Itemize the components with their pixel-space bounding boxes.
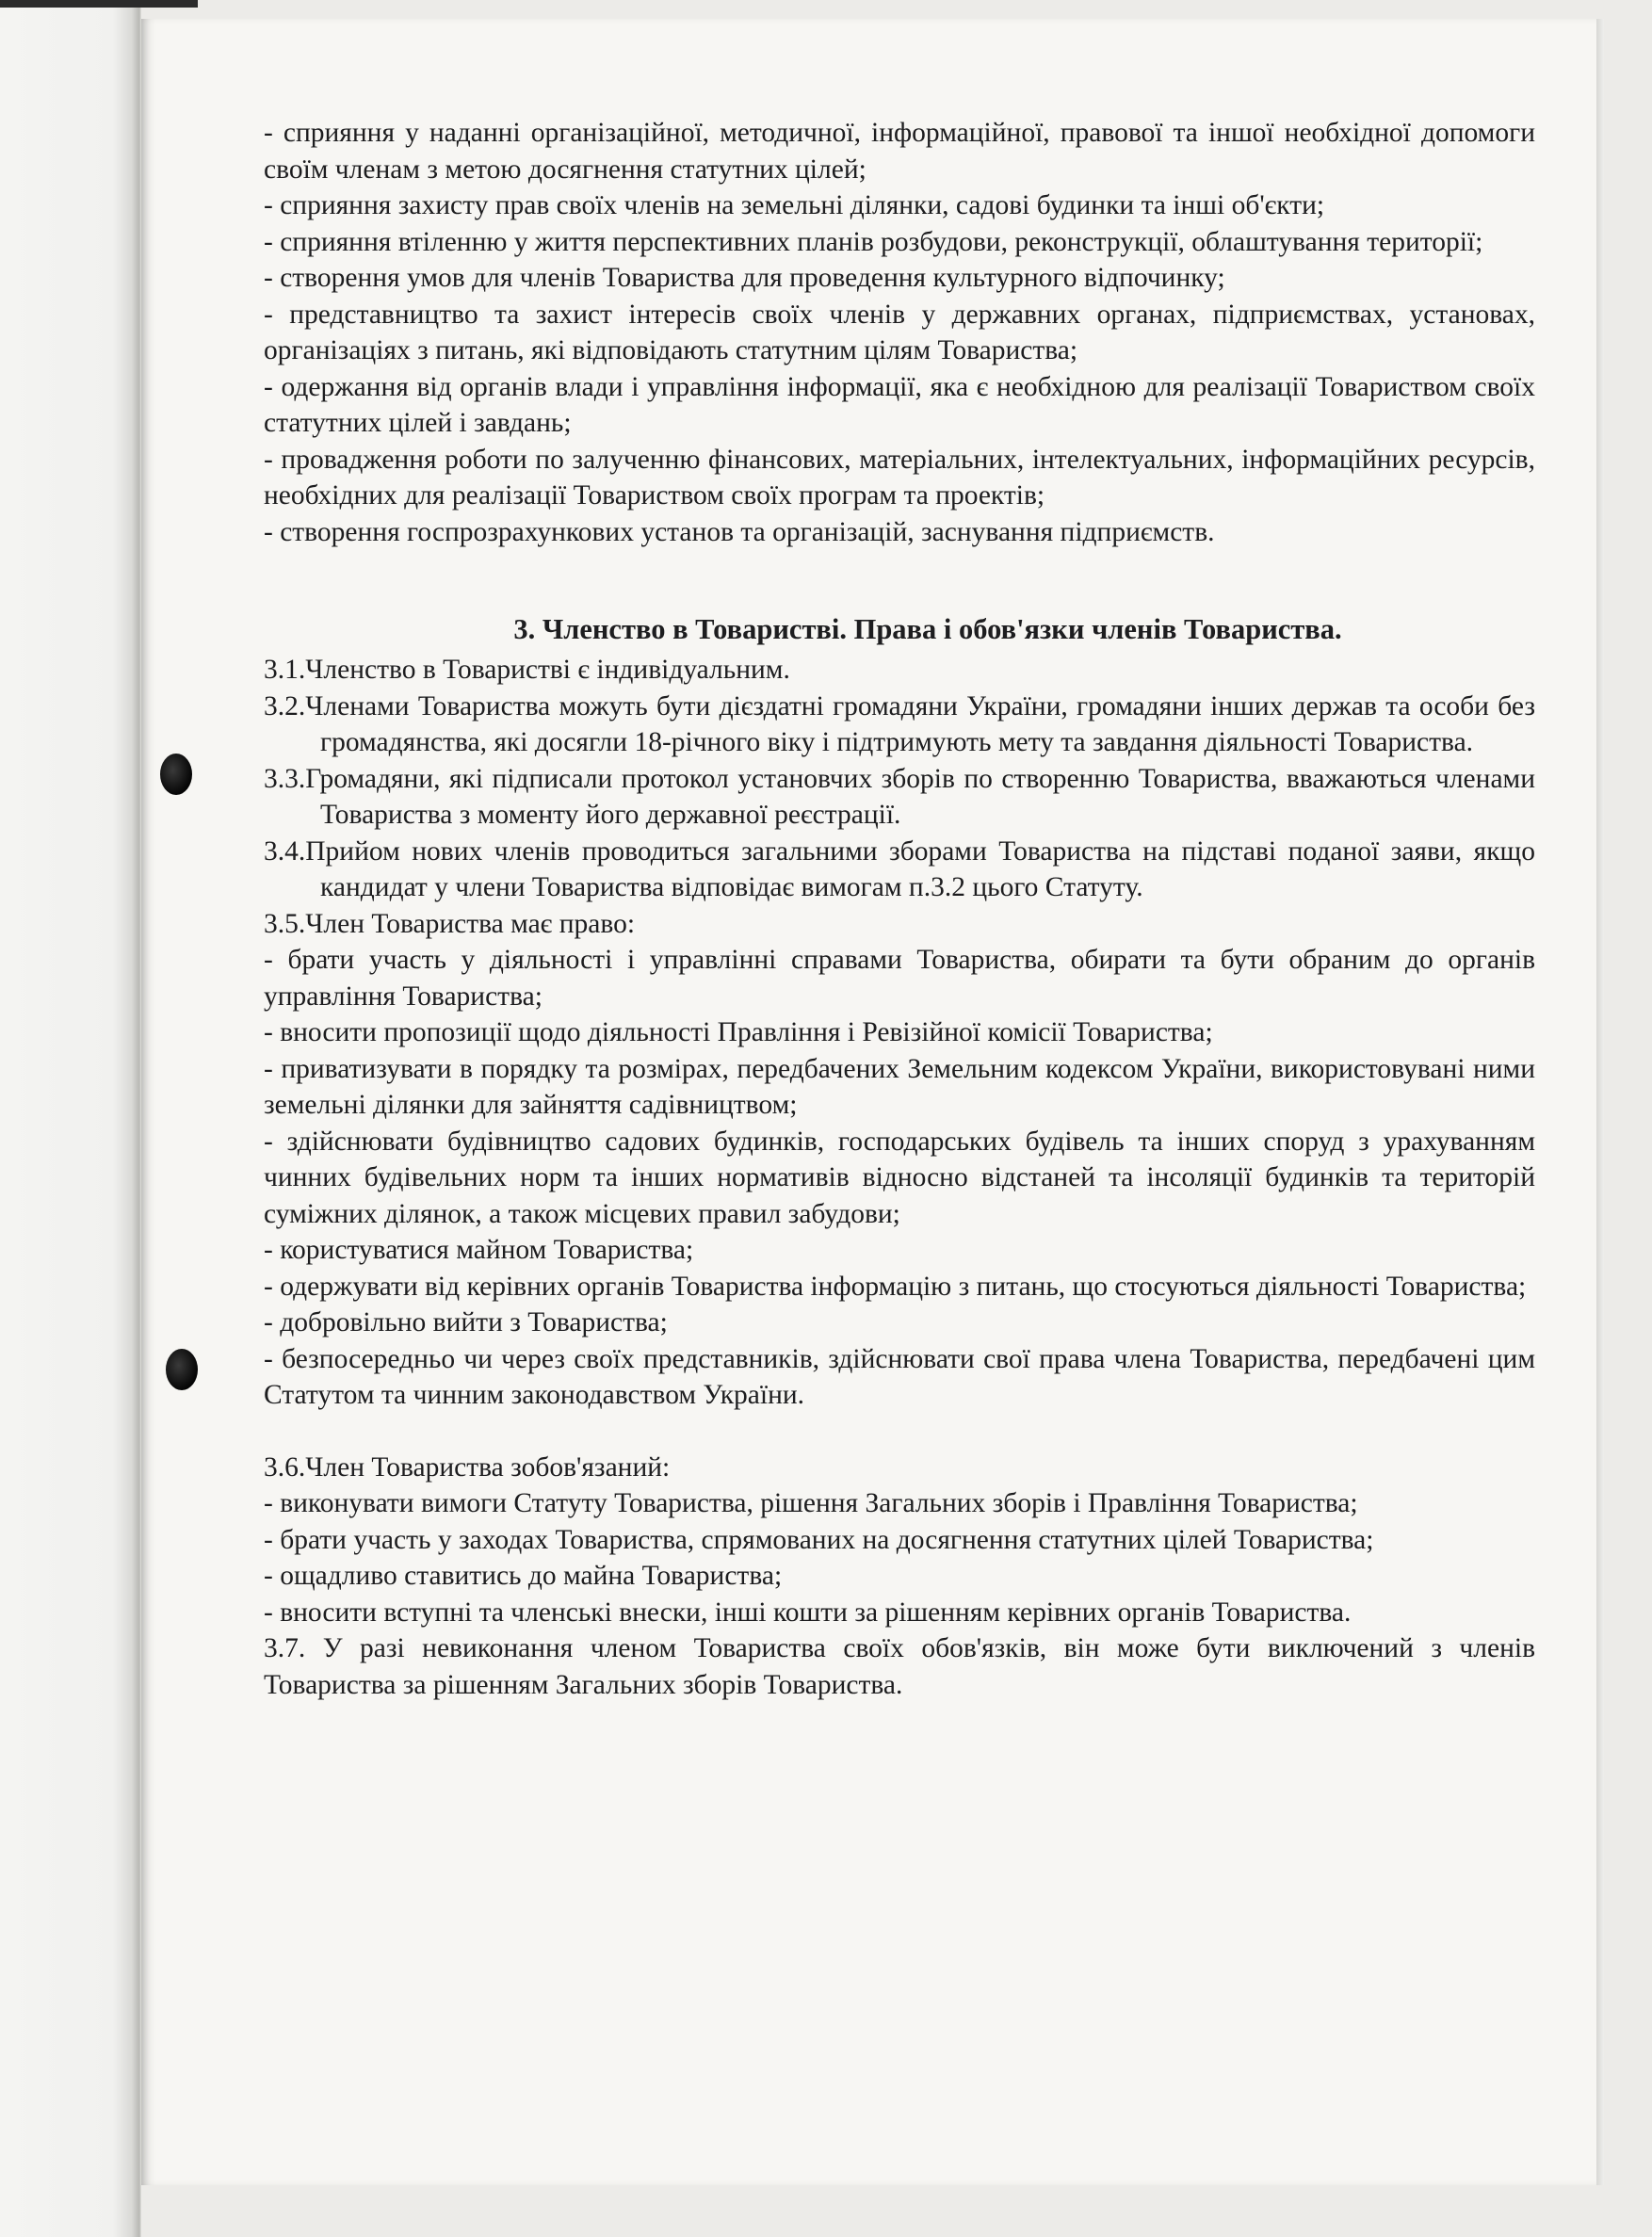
final-clause: 3.7. У разі невиконання членом Товариства своїх обов'язків, він може бути виключений з членів Товариства за рішенням Загальних зборів Товариства. — [264, 1633, 1535, 1700]
scan-left-edge — [0, 0, 141, 2237]
intro-item: - сприяння втіленню у життя перспективних планів розбудови, реконструкції, облаштування території; — [264, 226, 1483, 257]
paragraph-gap — [264, 1414, 1535, 1450]
right-item: - брати участь у діяльності і управлінні справами Товариства, обирати та бути обраним до органів управління Товариства; — [264, 945, 1535, 1012]
clause: 3.3.Громадяни, які підписали протокол установчих зборів по створенню Товариства, вважаються членами Товариства з моменту його державної реєстрації. — [264, 763, 1535, 830]
duty-item: - виконувати вимоги Статуту Товариства, рішення Загальних зборів і Правління Товариства; — [264, 1488, 1358, 1518]
intro-item: - одержання від органів влади і управління інформації, яка є необхідною для реалізації Товариством своїх статутних цілей і завдань; — [264, 371, 1535, 438]
intro-item: - сприяння у наданні організаційної, методичної, інформаційної, правової та іншої необхідної допомоги своїм членам з метою досягнення статутних цілей; — [264, 118, 1535, 185]
duty-item: - ощадливо ставитись до майна Товариства; — [264, 1561, 783, 1591]
duty-item: - брати участь у заходах Товариства, спрямованих на досягнення статутних цілей Товариства; — [264, 1524, 1374, 1555]
document-content — [264, 115, 1535, 1703]
intro-item: - представництво та захист інтересів своїх членів у державних органах, підприємствах, установах, організаціях з питань, які відповідають статутним цілям Товариства; — [264, 299, 1535, 365]
scan-top-bar — [0, 0, 198, 8]
intro-item: - створення госпрозрахункових установ та організацій, заснування підприємств. — [264, 516, 1215, 547]
right-item: - одержувати від керівних органів Товариства інформацію з питань, що стосуються діяльності Товариства; — [264, 1271, 1527, 1302]
right-item: - здійснювати будівництво садових будинків, господарських будівель та інших споруд з урахуванням чинних будівельних норм та інших нормативів відносно відстаней та інсоляції будинків та територій суміжних ділянок, а також місцевих правил забудови; — [264, 1126, 1535, 1229]
right-item: - користуватися майном Товариства; — [264, 1235, 694, 1265]
clause: 3.1.Членство в Товаристві є індивідуальним. — [264, 655, 790, 685]
right-item: - безпосередньо чи через своїх представників, здійснювати свої права члена Товариства, передбачені цим Статутом та чинним законодавством України. — [264, 1343, 1535, 1410]
clause: 3.2.Членами Товариства можуть бути дієздатні громадяни України, громадяни інших держав та особи без громадянства, які досягли 18-річного віку і підтримують мету та завдання діяльності Товариства. — [264, 690, 1535, 757]
punch-hole-top — [160, 754, 192, 795]
right-item: - приватизувати в порядку та розмірах, передбачених Земельним кодексом України, використовувані ними земельні ділянки для зайняття садівництвом; — [264, 1053, 1535, 1120]
punch-hole-bottom — [166, 1349, 198, 1390]
duty-item: - вносити вступні та членські внески, інші кошти за рішенням керівних органів Товариства. — [264, 1597, 1352, 1628]
page-right-shadow — [1596, 19, 1604, 2185]
clause: 3.5.Член Товариства має право: — [264, 908, 636, 939]
intro-item: - створення умов для членів Товариства для проведення культурного відпочинку; — [264, 263, 1225, 293]
section-heading: 3. Членство в Товаристві. Права і обов'язки членів Товариства. — [513, 613, 1342, 645]
clause: 3.4.Прийом нових членів проводиться загальними зборами Товариства на підставі поданої заяви, якщо кандидат у члени Товариства відповідає вимогам п.3.2 цього Статуту. — [264, 835, 1535, 902]
right-item: - добровільно вийти з Товариства; — [264, 1307, 668, 1337]
intro-item: - сприяння захисту прав своїх членів на земельні ділянки, садові будинки та інші об'єкти; — [264, 190, 1325, 220]
right-item: - вносити пропозиції щодо діяльності Правління і Ревізійної комісії Товариства; — [264, 1017, 1213, 1047]
duties-intro: 3.6.Член Товариства зобов'язаний: — [264, 1451, 671, 1483]
intro-item: - провадження роботи по залученню фінансових, матеріальних, інтелектуальних, інформаційних ресурсів, необхідних для реалізації Товариством своїх програм та проектів; — [264, 444, 1535, 511]
